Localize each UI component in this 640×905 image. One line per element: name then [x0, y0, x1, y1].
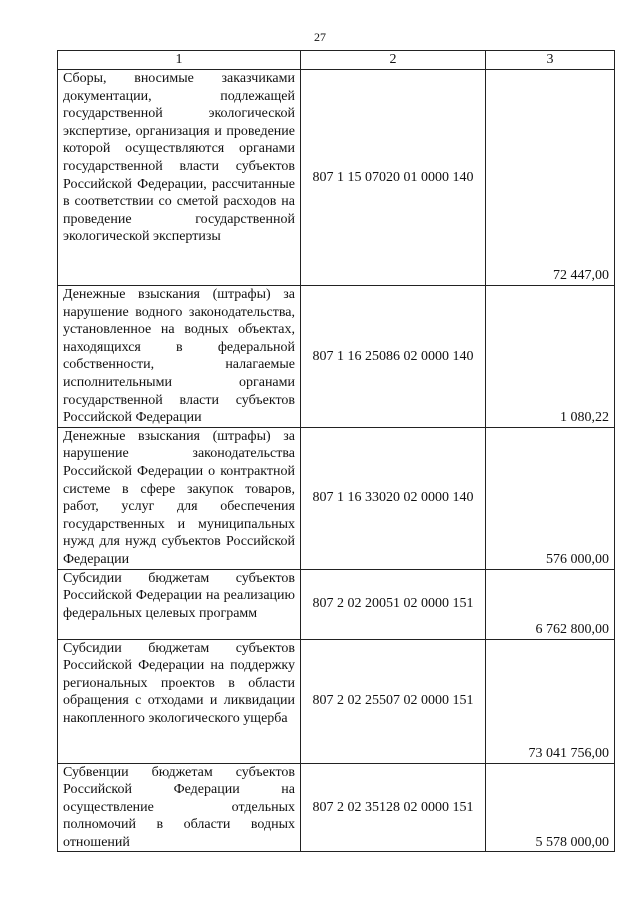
page-number: 27	[314, 30, 326, 44]
column-header-1: 1	[58, 51, 301, 70]
row-code: 807 2 02 20051 02 0000 151	[301, 569, 486, 639]
row-code: 807 2 02 25507 02 0000 151	[301, 639, 486, 763]
row-amount: 5 578 000,00	[486, 763, 615, 852]
row-amount: 6 762 800,00	[486, 569, 615, 639]
row-description: Денежные взыскания (штрафы) за нарушение водного законодательства, установленное на водных объектах, находящихся в федеральной собственности, налагаемые исполнительными органами государственной власти субъектов Российской Федерации	[58, 286, 301, 428]
table-row	[58, 763, 615, 852]
row-amount: 576 000,00	[486, 427, 615, 569]
table-row	[58, 427, 615, 569]
table-header-row	[58, 51, 615, 70]
row-description: Субвенции бюджетам субъектов Российской Федерации на осуществление отдельных полномочий в области водных отношений	[58, 763, 301, 852]
row-description: Денежные взыскания (штрафы) за нарушение законодательства Российской Федерации о контрактной системе в сфере закупок товаров, работ, услуг для обеспечения государственных и муниципальных нужд для нужд субъектов Российской Федерации	[58, 427, 301, 569]
table-row	[58, 70, 615, 286]
row-amount: 73 041 756,00	[486, 639, 615, 763]
column-header-3: 3	[486, 51, 615, 70]
row-amount: 72 447,00	[486, 70, 615, 286]
row-amount: 1 080,22	[486, 286, 615, 428]
row-code: 807 1 16 25086 02 0000 140	[301, 286, 486, 428]
table-row	[58, 569, 615, 639]
row-code: 807 2 02 35128 02 0000 151	[301, 763, 486, 852]
row-code: 807 1 16 33020 02 0000 140	[301, 427, 486, 569]
row-description: Сборы, вносимые заказчиками документации, подлежащей государственной экологической экспертизе, организация и проведение которой осуществляются органами государственной власти субъектов Российской Федерации, рассчитанные в соответствии со сметой расходов на проведение государственной экологической экспертизы	[58, 70, 301, 286]
table-row	[58, 286, 615, 428]
row-code: 807 1 15 07020 01 0000 140	[301, 70, 486, 286]
table-row	[58, 639, 615, 763]
row-description: Субсидии бюджетам субъектов Российской Федерации на поддержку региональных проектов в области обращения с отходами и ликвидации накопленного экологического ущерба	[58, 639, 301, 763]
row-description: Субсидии бюджетам субъектов Российской Федерации на реализацию федеральных целевых программ	[58, 569, 301, 639]
column-header-2: 2	[301, 51, 486, 70]
budget-revenue-table	[57, 50, 615, 852]
